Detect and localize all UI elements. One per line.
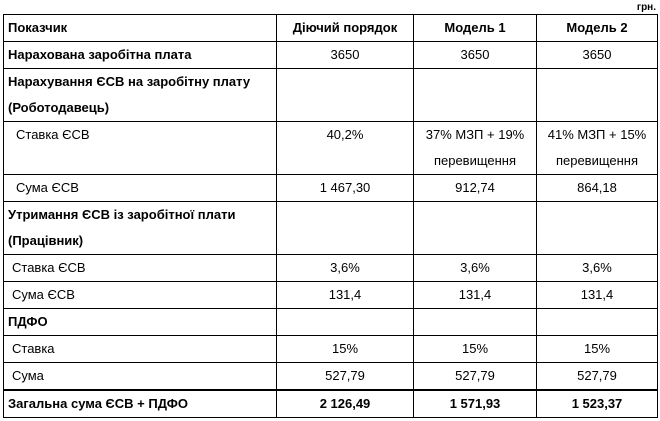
cell-current-order: 3,6% (277, 255, 414, 282)
table-row-pdfo-section (4, 309, 658, 336)
row-label: Ставка ЄСВ (4, 122, 277, 175)
cell-model-1: 1 571,93 (414, 390, 537, 418)
table-row-pdfo-rate (4, 336, 658, 363)
cell-model-2: 1 523,37 (537, 390, 658, 418)
row-label: ПДФО (4, 309, 277, 336)
table-row-pdfo-amount (4, 363, 658, 391)
cell-current-order (277, 69, 414, 122)
cell-current-order: 3650 (277, 42, 414, 69)
cell-model-1: 912,74 (414, 175, 537, 202)
header-current-order: Діючий порядок (277, 15, 414, 42)
cell-model-1: 527,79 (414, 363, 537, 391)
cell-model-2 (537, 202, 658, 255)
row-label: Сума ЄСВ (4, 282, 277, 309)
cell-current-order: 131,4 (277, 282, 414, 309)
cell-current-order: 527,79 (277, 363, 414, 391)
cell-model-2 (537, 309, 658, 336)
cell-current-order: 1 467,30 (277, 175, 414, 202)
cell-current-order: 15% (277, 336, 414, 363)
cell-model-2: 41% МЗП + 15% перевищення (537, 122, 658, 175)
row-label: Нарахування ЄСВ на заробітну плату (Роботодавець) (4, 69, 277, 122)
table-row-total-esv-pdfo (4, 390, 658, 418)
table-row-employee-esv-rate (4, 255, 658, 282)
currency-unit-label: грн. (636, 2, 656, 13)
header-model-2: Модель 2 (537, 15, 658, 42)
cell-model-1: 3650 (414, 42, 537, 69)
cell-model-2: 15% (537, 336, 658, 363)
row-label: Нарахована заробітна плата (4, 42, 277, 69)
row-label: Утримання ЄСВ із заробітної плати (Працівник) (4, 202, 277, 255)
cell-model-2: 131,4 (537, 282, 658, 309)
cell-model-2: 527,79 (537, 363, 658, 391)
cell-model-1 (414, 309, 537, 336)
cell-model-1 (414, 202, 537, 255)
cell-model-1: 15% (414, 336, 537, 363)
row-label: Сума (4, 363, 277, 391)
table-row-employee-esv-section (4, 202, 658, 255)
cell-model-2: 864,18 (537, 175, 658, 202)
cell-current-order (277, 309, 414, 336)
cell-current-order (277, 202, 414, 255)
table-row-employer-esv-section (4, 69, 658, 122)
cell-model-1 (414, 69, 537, 122)
table-row-employer-esv-rate (4, 122, 658, 175)
cell-model-1: 3,6% (414, 255, 537, 282)
table-header-row (4, 15, 658, 42)
row-label: Ставка (4, 336, 277, 363)
cell-model-1: 131,4 (414, 282, 537, 309)
cell-model-1: 37% МЗП + 19% перевищення (414, 122, 537, 175)
row-label: Ставка ЄСВ (4, 255, 277, 282)
row-label: Загальна сума ЄСВ + ПДФО (4, 390, 277, 418)
cell-model-2: 3,6% (537, 255, 658, 282)
header-model-1: Модель 1 (414, 15, 537, 42)
header-indicator: Показчик (4, 15, 277, 42)
cell-model-2 (537, 69, 658, 122)
cell-current-order: 40,2% (277, 122, 414, 175)
cell-model-2: 3650 (537, 42, 658, 69)
table-row-accrued-salary (4, 42, 658, 69)
esv-pdfo-comparison-table (3, 14, 658, 418)
row-label: Сума ЄСВ (4, 175, 277, 202)
cell-current-order: 2 126,49 (277, 390, 414, 418)
table-row-employer-esv-amount (4, 175, 658, 202)
table-row-employee-esv-amount (4, 282, 658, 309)
